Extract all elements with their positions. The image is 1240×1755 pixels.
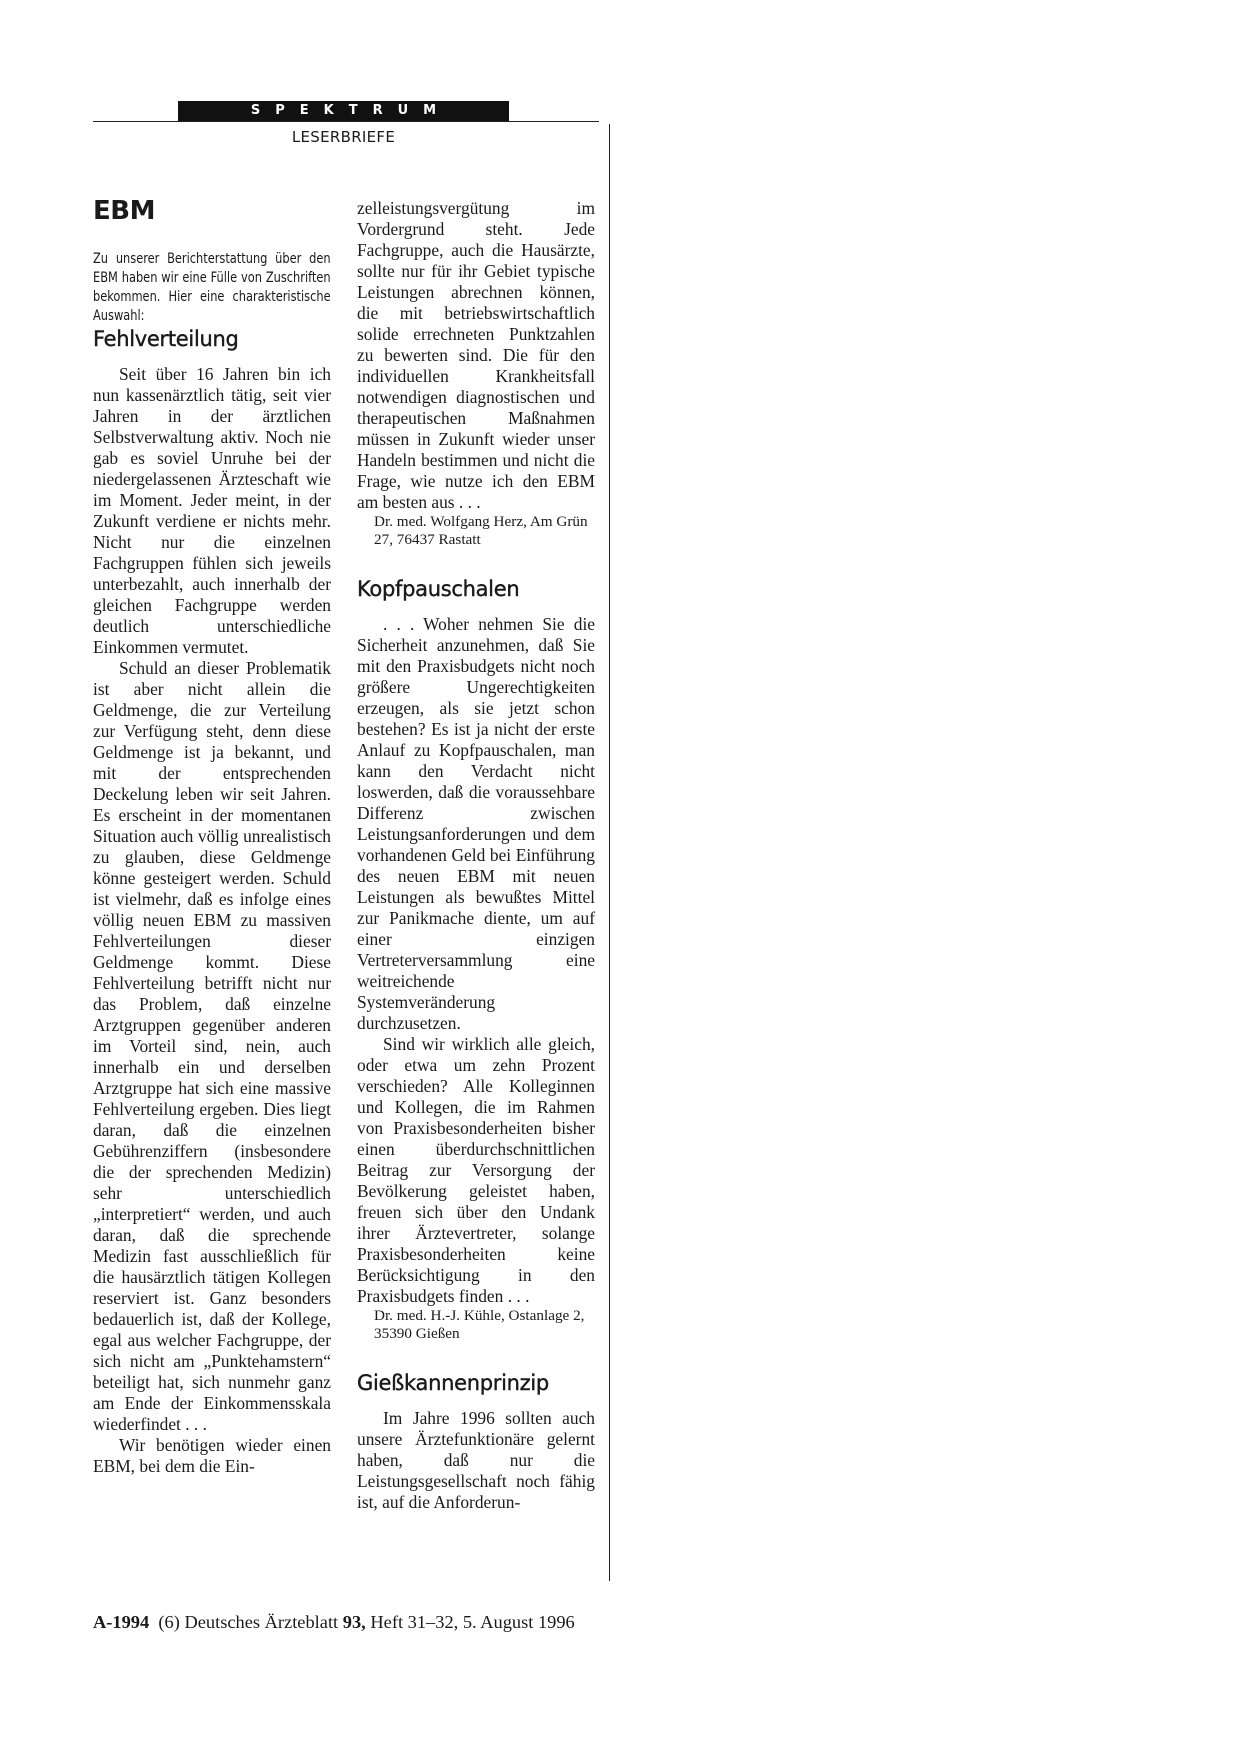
left-column [93, 196, 331, 1477]
header-rule [93, 121, 599, 122]
journal-volume: 93, [342, 1612, 366, 1632]
article-title: EBM [93, 196, 155, 226]
page-number-alt: (6) [158, 1612, 180, 1632]
letter-signature: Dr. med. Wolfgang Herz, Am Grün 27, 76437 Rastatt [374, 513, 588, 548]
subsection-label: LESERBRIEFE [291, 128, 396, 146]
journal-issue: Heft 31–32, 5. August 1996 [370, 1612, 575, 1632]
letter-heading-fehlverteilung: Fehlverteilung [93, 327, 239, 351]
journal-name: Deutsches Ärzteblatt [184, 1612, 339, 1632]
page-number: A-1994 [93, 1612, 150, 1632]
letter-paragraph-continued: zelleistungsvergütung im Vordergrund steht. Jede Fachgruppe, auch die Hausärzte, sollte nur für ihr Gebiet typische Leistungen abrechnen können, die mit betriebswirtschaftlich solide errechneten Punktzahlen zu bewerten sind. Die für den individuellen Krankheitsfall notwendigen diagnostischen und therapeutischen Maßnahmen müssen in Zukunft wieder unser Handeln bestimmen und nicht die Frage, wie nutze ich den EBM am besten aus . . . [357, 198, 595, 512]
article-intro: Zu unserer Berichterstattung über den EBM haben wir eine Fülle von Zuschriften bekommen. Hier eine charakteristische Auswahl: [93, 251, 331, 324]
letter-paragraph: Im Jahre 1996 sollten auch unsere Ärztefunktionäre gelernt haben, daß nur die Leistungsgesellschaft noch fähig ist, auf die Anforderun- [357, 1408, 595, 1512]
column-divider [609, 124, 610, 1581]
letter-paragraph: Schuld an dieser Problematik ist aber nicht allein die Geldmenge, die zur Verteilung zur Verfügung steht, denn diese Geldmenge ist ja bekannt, und mit der entsprechenden Deckelung leben wir seit Jahren. Es erscheint in der momentanen Situation auch völlig unrealistisch zu glauben, diese Geldmenge könne gesteigert werden. Schuld ist vielmehr, daß es infolge eines völlig neuen EBM zu massiven Fehlverteilungen dieser Geldmenge kommt. Diese Fehlverteilung betrifft nicht nur das Problem, daß einzelne Arztgruppen gegenüber anderen im Vorteil sind, nein, auch innerhalb ein und derselben Arztgruppe hat sich eine massive Fehlverteilung ergeben. Dies liegt daran, daß die einzelnen Gebührenziffern (insbesondere die der sprechenden Medizin) sehr unterschiedlich „interpretiert“ werden, und auch daran, daß die sprechende Medizin fast ausschließlich für die hausärztlich tätigen Kollegen reserviert ist. Ganz besonders bedauerlich ist, daß der Kollege, egal aus welcher Fachgruppe, der sich nicht am „Punktehamstern“ beteiligt hat, sich nunmehr ganz am Ende der Einkommensskala wiederfindet . . . [93, 658, 331, 1434]
right-column [357, 198, 595, 1513]
section-label: SPEKTRUM [178, 101, 509, 121]
letter-paragraph: Sind wir wirklich alle gleich, oder etwa um zehn Prozent verschieden? Alle Kolleginnen und Kollegen, die im Rahmen von Praxisbesonderheiten bisher einen überdurchschnittlichen Beitrag zur Versorgung der Bevölkerung geleistet haben, freuen sich über den Undank ihrer Ärztevertreter, solange Praxisbesonderheiten keine Berücksichtigung in den Praxisbudgets finden . . . [357, 1034, 595, 1306]
letter-signature: Dr. med. H.-J. Kühle, Ostanlage 2, 35390 Gießen [374, 1307, 585, 1342]
letter-heading-giesskannenprinzip: Gießkannenprinzip [357, 1371, 549, 1395]
letter-paragraph: Seit über 16 Jahren bin ich nun kassenärztlich tätig, seit vier Jahren in der ärztlichen Selbstverwaltung aktiv. Noch nie gab es soviel Unruhe bei der niedergelassenen Ärzteschaft wie im Moment. Jeder meint, in der Zukunft verdiene er nichts mehr. Nicht nur die einzelnen Fachgruppen fühlen sich jeweils unterbezahlt, auch innerhalb der gleichen Fachgruppe werden deutlich unterschiedliche Einkommen vermutet. [93, 364, 331, 657]
page-footer [93, 1612, 575, 1633]
letter-paragraph: Wir benötigen wieder einen EBM, bei dem die Ein- [93, 1435, 331, 1476]
letter-paragraph: . . . Woher nehmen Sie die Sicherheit anzunehmen, daß Sie mit den Praxisbudgets nicht noch größere Ungerechtigkeiten erzeugen, als sie jetzt schon bestehen? Es ist ja nicht der erste Anlauf zu Kopfpauschalen, man kann den Verdacht nicht loswerden, daß die voraussehbare Differenz zwischen Leistungsanforderungen und dem vorhandenen Geld bei Einführung des neuen EBM mit neuen Leistungen als bewußtes Mittel zur Panikmache diente, um auf einer einzigen Vertreterversammlung eine weitreichende Systemveränderung durchzusetzen. [357, 614, 595, 1033]
letter-heading-kopfpauschalen: Kopfpauschalen [357, 577, 520, 601]
